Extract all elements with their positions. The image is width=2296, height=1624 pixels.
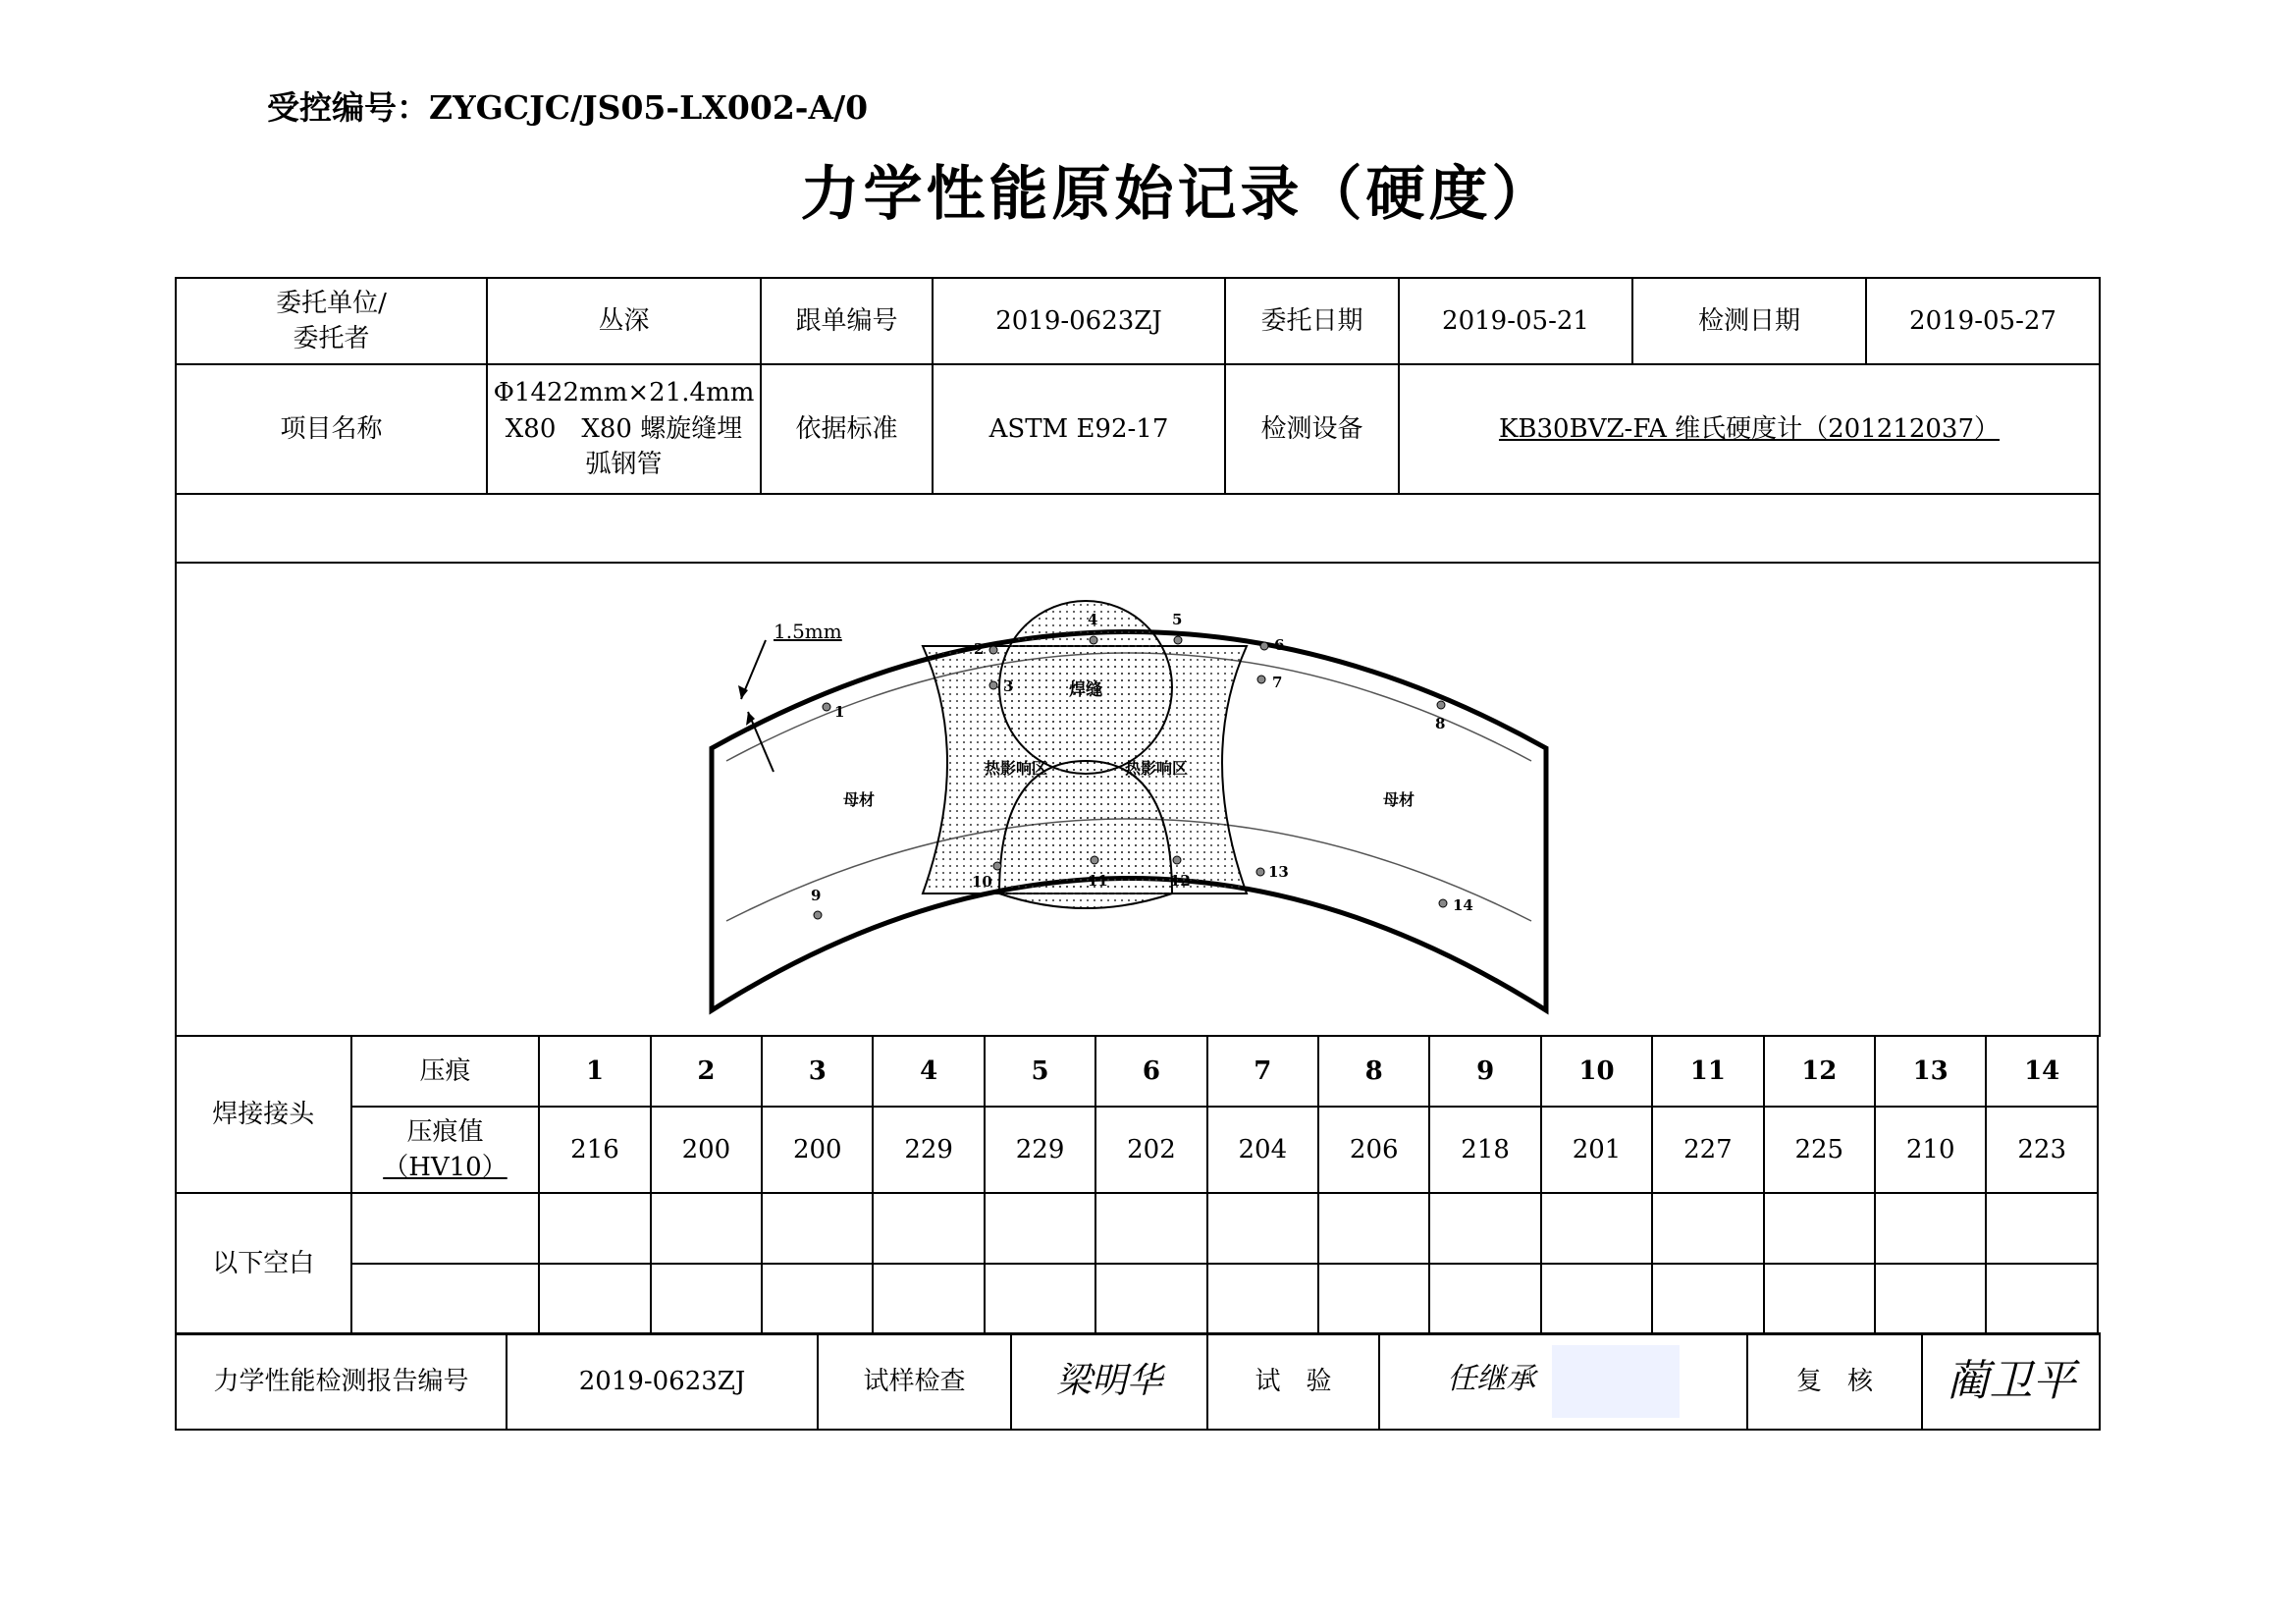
hardness-value: 229	[873, 1107, 984, 1193]
indent-point-14	[1439, 899, 1447, 907]
indent-label-3: 3	[1003, 677, 1014, 695]
indent-point-4	[1090, 636, 1097, 644]
order-value: 2019-0623ZJ	[933, 278, 1225, 364]
hardness-value: 225	[1764, 1107, 1875, 1193]
hardness-value: 229	[985, 1107, 1095, 1193]
project-label: 项目名称	[176, 364, 487, 494]
indent-number: 1	[539, 1036, 650, 1107]
control-number: 受控编号：ZYGCJC/JS05-LX002-A/0	[267, 88, 869, 127]
commission-date-label: 委托日期	[1225, 278, 1399, 364]
indent-point-1	[823, 703, 830, 711]
hardness-value: 210	[1875, 1107, 1986, 1193]
project-value: Φ1422mm×21.4mm X80 X80 螺旋缝埋 弧钢管	[487, 364, 761, 494]
indent-label-9: 9	[811, 887, 822, 904]
hardness-value: 200	[651, 1107, 762, 1193]
indent-point-8	[1437, 701, 1445, 709]
hardness-value: 218	[1429, 1107, 1540, 1193]
indent-point-3	[989, 681, 997, 689]
indent-number: 2	[651, 1036, 762, 1107]
indent-point-11	[1091, 856, 1098, 864]
blank-row	[176, 494, 2100, 563]
test-label: 试 验	[1207, 1333, 1379, 1430]
haz-left-label: 热影响区	[984, 759, 1048, 778]
base-right-label: 母材	[1382, 790, 1415, 809]
indent-number: 6	[1095, 1036, 1206, 1107]
signature-table	[175, 1332, 2101, 1431]
indent-number: 14	[1986, 1036, 2098, 1107]
indent-number: 3	[762, 1036, 873, 1107]
indent-number: 7	[1207, 1036, 1318, 1107]
section-label: 焊接接头	[176, 1036, 351, 1193]
indent-point-6	[1260, 642, 1268, 650]
indent-number: 12	[1764, 1036, 1875, 1107]
weld-label: 焊缝	[1069, 680, 1102, 700]
standard-label: 依据标准	[761, 364, 933, 494]
standard-value: ASTM E92-17	[933, 364, 1225, 494]
order-label: 跟单编号	[761, 278, 933, 364]
indent-point-13	[1256, 868, 1264, 876]
hardness-value: 202	[1095, 1107, 1206, 1193]
hardness-value: 204	[1207, 1107, 1318, 1193]
indent-point-12	[1173, 856, 1181, 864]
indent-point-7	[1257, 676, 1265, 683]
indent-number: 9	[1429, 1036, 1540, 1107]
indent-label-10: 10	[972, 873, 992, 891]
indent-label-8: 8	[1435, 715, 1446, 732]
equipment-label: 检测设备	[1225, 364, 1399, 494]
hardness-value: 216	[539, 1107, 650, 1193]
haz-right-label: 热影响区	[1124, 759, 1189, 778]
indent-point-2	[989, 646, 997, 654]
client-label: 委托单位/ 委托者	[176, 278, 487, 364]
indent-number: 4	[873, 1036, 984, 1107]
sample-check-label: 试样检查	[818, 1333, 1011, 1430]
review-label: 复 核	[1747, 1333, 1922, 1430]
hardness-value: 223	[1986, 1107, 2098, 1193]
indent-point-9	[814, 911, 822, 919]
indent-label-5: 5	[1172, 611, 1183, 628]
document-title: 力学性能原始记录（硬度）	[800, 160, 1555, 229]
blank-label: 以下空白	[176, 1193, 351, 1334]
indent-label-2: 2	[974, 640, 985, 658]
equipment-value: KB30BVZ-FA 维氏硬度计（201212037）	[1399, 364, 2100, 494]
indent-label-14: 14	[1453, 896, 1473, 914]
test-date-label: 检测日期	[1632, 278, 1866, 364]
value-header: 压痕值 （HV10）	[351, 1107, 540, 1193]
hardness-value: 227	[1652, 1107, 1763, 1193]
report-number-label: 力学性能检测报告编号	[176, 1333, 507, 1430]
test-date-value: 2019-05-27	[1866, 278, 2100, 364]
hardness-value: 206	[1318, 1107, 1429, 1193]
redacted-area	[1552, 1345, 1680, 1418]
indent-label-6: 6	[1274, 636, 1285, 654]
hardness-value: 200	[762, 1107, 873, 1193]
depth-label: 1.5mm	[774, 620, 842, 643]
review-signature: 蔺卫平	[1922, 1333, 2100, 1430]
hardness-value: 201	[1541, 1107, 1652, 1193]
indent-label-12: 12	[1170, 872, 1191, 890]
report-number-value: 2019-0623ZJ	[507, 1333, 818, 1430]
client-value: 丛深	[487, 278, 761, 364]
indent-header: 压痕	[351, 1036, 540, 1107]
hardness-results-table	[175, 1035, 2099, 1335]
indent-number: 13	[1875, 1036, 1986, 1107]
indent-label-7: 7	[1272, 674, 1283, 691]
indent-point-5	[1174, 636, 1182, 644]
test-signature: 任继承	[1379, 1333, 1747, 1430]
base-left-label: 母材	[842, 790, 876, 809]
indent-label-4: 4	[1088, 611, 1098, 628]
commission-date-value: 2019-05-21	[1399, 278, 1632, 364]
indent-number: 11	[1652, 1036, 1763, 1107]
indent-number: 8	[1318, 1036, 1429, 1107]
weld-cross-section-diagram	[687, 589, 1590, 1021]
indent-number: 10	[1541, 1036, 1652, 1107]
indent-number: 5	[985, 1036, 1095, 1107]
indent-label-11: 11	[1088, 872, 1108, 890]
indent-label-1: 1	[834, 703, 845, 721]
sample-check-signature: 梁明华	[1011, 1333, 1207, 1430]
indent-label-13: 13	[1268, 863, 1289, 881]
indent-point-10	[993, 862, 1001, 870]
